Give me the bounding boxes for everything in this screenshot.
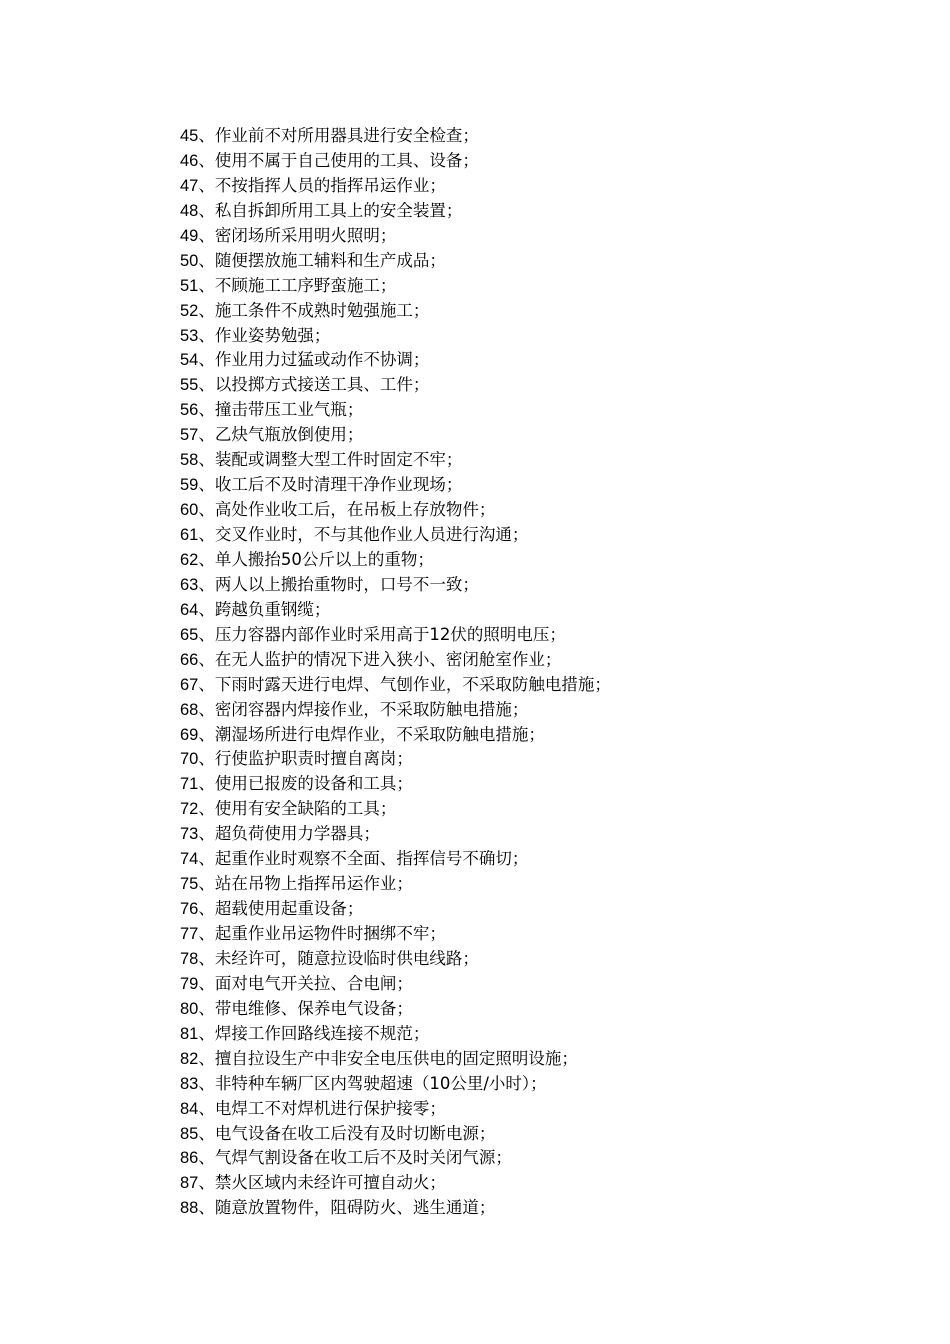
item-number: 68 <box>180 700 199 719</box>
item-number: 47 <box>180 176 199 195</box>
list-item <box>180 673 880 698</box>
item-text: 、作业用力过猛或动作不协调； <box>198 350 430 370</box>
item-text: 、起重作业吊运物件时捆绑不牢； <box>198 924 446 943</box>
item-number: 56 <box>180 401 199 420</box>
item-number: 63 <box>180 575 199 594</box>
item-text: 、交叉作业时，不与其他作业人员进行沟通； <box>198 525 529 544</box>
item-text: 、密闭容器内焊接作业，不采取防触电措施； <box>198 699 529 719</box>
list-item <box>180 1072 880 1097</box>
item-text: 、站在吊物上指挥吊运作业； <box>198 874 413 894</box>
item-text: 、擅自拉设生产中非安全电压供电的固定照明设施； <box>198 1048 578 1068</box>
item-text: 、面对电气开关拉、合电闸； <box>198 973 413 993</box>
list-item <box>180 1196 880 1221</box>
item-text: 、乙炔气瓶放倒使用； <box>198 425 364 445</box>
item-text: 、不顾施工工序野蛮施工； <box>198 275 397 295</box>
list-item <box>180 1022 880 1047</box>
item-number: 75 <box>180 875 199 894</box>
list-item <box>180 723 880 748</box>
list-item <box>180 423 880 448</box>
item-text: 、跨越负重钢缆； <box>198 599 331 619</box>
item-text: 、作业前不对所用器具进行安全检查； <box>198 126 479 145</box>
list-item <box>180 224 880 249</box>
list-item <box>180 1171 880 1196</box>
item-number: 72 <box>180 800 199 819</box>
item-text: 、非特种车辆厂区内驾驶超速（10公里/小时）； <box>198 1073 547 1093</box>
list-item <box>180 897 880 922</box>
item-number: 60 <box>180 501 199 520</box>
item-number: 82 <box>180 1049 199 1068</box>
item-text: 、收工后不及时清理干净作业现场； <box>198 475 463 495</box>
list-item <box>180 373 880 398</box>
item-text: 、高处作业收工后，在吊板上存放物件； <box>198 500 496 520</box>
item-number: 64 <box>180 600 199 619</box>
item-text: 、两人以上搬抬重物时，口号不一致； <box>198 574 479 594</box>
item-text: 、不按指挥人员的指挥吊运作业； <box>198 175 446 195</box>
item-number: 85 <box>180 1124 199 1143</box>
item-text: 、撞击带压工业气瓶； <box>198 400 364 420</box>
item-number: 58 <box>180 451 199 470</box>
item-number: 84 <box>180 1099 199 1118</box>
item-number: 71 <box>180 775 199 794</box>
item-text: 、电气设备在收工后没有及时切断电源； <box>198 1123 496 1143</box>
list-item <box>180 249 880 274</box>
item-text: 、私自拆卸所用工具上的安全装置； <box>198 200 463 220</box>
list-item <box>180 1122 880 1147</box>
item-text: 、使用有安全缺陷的工具； <box>198 799 397 819</box>
item-number: 83 <box>180 1074 199 1093</box>
list-item <box>180 498 880 523</box>
item-text: 、以投掷方式接送工具、工件； <box>198 375 430 395</box>
item-number: 86 <box>180 1149 199 1168</box>
list-item <box>180 324 880 349</box>
item-text: 、随便摆放施工辅料和生产成品； <box>198 250 446 270</box>
item-number: 57 <box>180 426 199 445</box>
item-number: 66 <box>180 650 199 669</box>
item-number: 53 <box>180 326 199 345</box>
list-item <box>180 922 880 947</box>
list-item <box>180 1097 880 1122</box>
item-number: 77 <box>180 925 199 943</box>
safety-violation-list <box>180 124 880 1221</box>
item-text: 、未经许可，随意拉设临时供电线路； <box>198 948 479 968</box>
list-item <box>180 772 880 797</box>
list-item <box>180 174 880 199</box>
item-number: 81 <box>180 1024 199 1043</box>
item-number: 69 <box>180 725 199 744</box>
list-item <box>180 822 880 847</box>
item-text: 、禁火区域内未经许可擅自动火； <box>198 1173 446 1193</box>
item-text: 、使用已报废的设备和工具； <box>198 774 413 794</box>
item-number: 59 <box>180 476 199 495</box>
list-item <box>180 274 880 299</box>
list-item <box>180 648 880 673</box>
list-item <box>180 747 880 772</box>
list-item <box>180 1146 880 1171</box>
list-item <box>180 398 880 423</box>
item-number: 48 <box>180 201 199 220</box>
list-item <box>180 448 880 473</box>
item-number: 52 <box>180 301 199 320</box>
item-text: 、电焊工不对焊机进行保护接零； <box>198 1098 446 1118</box>
item-text: 、超负荷使用力学器具； <box>198 824 380 844</box>
item-text: 、作业姿势勉强； <box>198 325 331 345</box>
item-number: 78 <box>180 949 199 968</box>
list-item <box>180 573 880 598</box>
item-number: 70 <box>180 750 199 769</box>
item-text: 、装配或调整大型工件时固定不牢； <box>198 450 463 470</box>
list-item <box>180 797 880 822</box>
list-item <box>180 947 880 972</box>
item-number: 74 <box>180 850 199 869</box>
list-item <box>180 623 880 648</box>
list-item <box>180 149 880 174</box>
item-text: 、下雨时露天进行电焊、气刨作业，不采取防触电措施； <box>198 674 611 694</box>
item-text: 、密闭场所采用明火照明； <box>198 225 397 245</box>
item-text: 、使用不属于自己使用的工具、设备； <box>198 150 479 170</box>
item-number: 49 <box>180 226 199 245</box>
item-number: 79 <box>180 974 199 993</box>
item-number: 87 <box>180 1174 199 1193</box>
item-text: 、气焊气割设备在收工后不及时关闭气源； <box>198 1148 512 1168</box>
item-number: 65 <box>180 625 199 644</box>
item-text: 、在无人监护的情况下进入狭小、密闭舱室作业； <box>198 649 562 669</box>
item-number: 54 <box>180 351 199 370</box>
item-number: 80 <box>180 999 199 1018</box>
item-text: 、焊接工作回路线连接不规范； <box>198 1023 430 1043</box>
list-item <box>180 997 880 1022</box>
list-item <box>180 972 880 997</box>
list-item <box>180 299 880 324</box>
item-text: 、起重作业时观察不全面、指挥信号不确切； <box>198 849 529 869</box>
item-text: 、超载使用起重设备； <box>198 899 364 919</box>
item-number: 55 <box>180 376 199 395</box>
item-text: 、行使监护职责时擅自离岗； <box>198 749 413 769</box>
list-item <box>180 473 880 498</box>
list-item <box>180 1047 880 1072</box>
list-item <box>180 523 880 548</box>
list-item <box>180 872 880 897</box>
list-item <box>180 124 880 149</box>
item-number: 46 <box>180 151 199 170</box>
item-number: 76 <box>180 900 199 919</box>
list-item <box>180 348 880 373</box>
item-text: 、潮湿场所进行电焊作业，不采取防触电措施； <box>198 724 545 744</box>
list-item <box>180 698 880 723</box>
list-item <box>180 598 880 623</box>
item-text: 、单人搬抬50公斤以上的重物； <box>198 549 434 569</box>
item-text: 、压力容器内部作业时采用高于12伏的照明电压； <box>198 624 566 644</box>
item-number: 61 <box>180 526 199 544</box>
list-item <box>180 199 880 224</box>
item-number: 88 <box>180 1199 199 1218</box>
item-number: 51 <box>180 276 199 295</box>
item-number: 62 <box>180 550 199 569</box>
item-text: 、施工条件不成熟时勉强施工； <box>198 300 430 320</box>
item-number: 67 <box>180 675 199 694</box>
item-number: 50 <box>180 251 199 270</box>
list-item <box>180 548 880 573</box>
item-text: 、带电维修、保养电气设备； <box>198 998 413 1018</box>
item-number: 45 <box>180 127 199 145</box>
item-number: 73 <box>180 825 199 844</box>
item-text: 、随意放置物件，阻碍防火、逃生通道； <box>198 1198 496 1218</box>
list-item <box>180 847 880 872</box>
